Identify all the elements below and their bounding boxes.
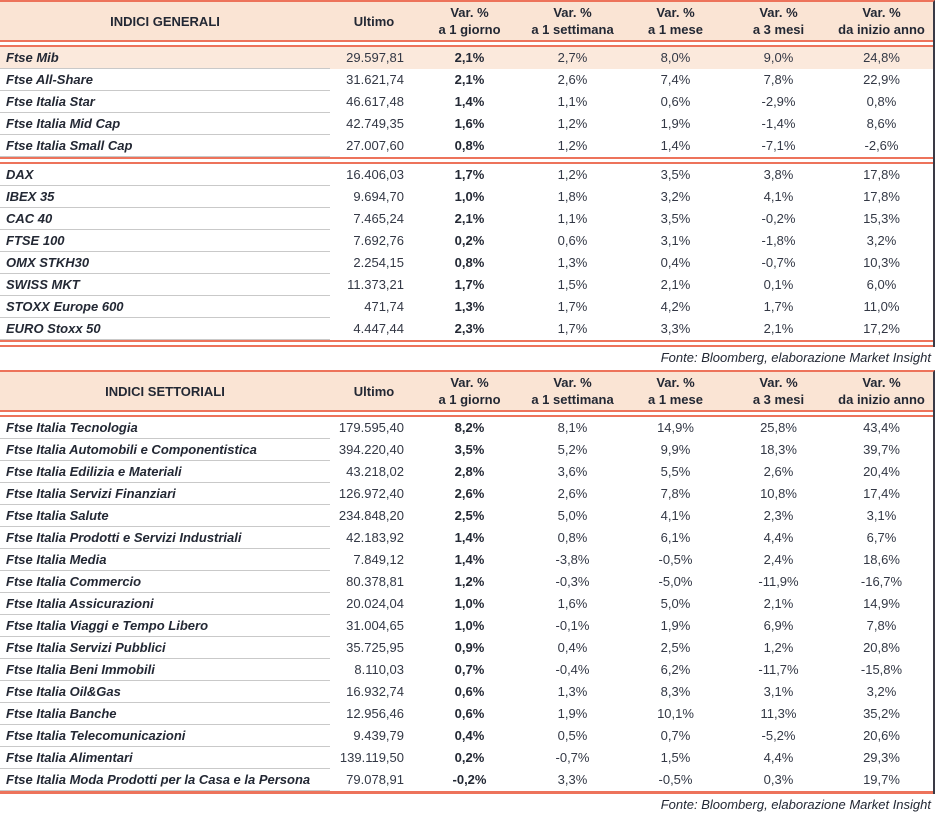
ultimo-value: 31.004,65 [346,618,404,633]
var-value: 0,5% [557,728,588,743]
index-name: Ftse Italia Oil&Gas [0,681,330,703]
var-value: 1,2% [454,574,485,589]
indici-generali-table-box [0,0,935,347]
var-value: 3,5% [660,211,691,226]
ultimo-value: 46.617,48 [346,94,404,109]
var-value: 3,2% [660,189,691,204]
var-value: -2,6% [864,138,899,153]
index-row [0,681,933,703]
var-value: 2,1% [763,321,794,336]
var-value: 22,9% [863,72,900,87]
index-row [0,164,933,186]
var-value: -0,2% [452,772,487,787]
ultimo-value: 7.692,76 [353,233,404,248]
var-value: 29,3% [863,750,900,765]
var-value: 6,9% [763,618,794,633]
ultimo-value: 31.621,74 [346,72,404,87]
var-value: 5,0% [557,508,588,523]
column-header-var-inizio-anno: Var. % da inizio anno [830,2,933,40]
var-value: -0,1% [555,618,590,633]
index-row [0,252,933,274]
var-value: 0,4% [454,728,485,743]
var-value: 1,3% [557,255,588,270]
var-value: 1,9% [660,618,691,633]
index-name: Ftse Italia Commercio [0,571,330,593]
var-value: 0,8% [866,94,897,109]
ultimo-value: 234.848,20 [338,508,404,523]
index-row [0,186,933,208]
var-value: -5,2% [761,728,796,743]
var-value: 7,8% [866,618,897,633]
index-name: Ftse Italia Beni Immobili [0,659,330,681]
var-value: 3,2% [866,233,897,248]
ultimo-value: 8.110,03 [354,662,404,677]
var-value: 24,8% [830,47,933,69]
var-value: 1,9% [557,706,588,721]
index-row [0,91,933,113]
table-title: INDICI SETTORIALI [0,372,330,410]
index-row [0,483,933,505]
column-header-var-3-mesi: Var. % a 3 mesi [727,372,830,410]
ultimo-value: 9.439,79 [353,728,404,743]
var-value: 10,3% [863,255,900,270]
var-value: 1,0% [454,618,485,633]
index-row [0,527,933,549]
var-value: 3,1% [866,508,897,523]
var-value: 1,0% [454,596,485,611]
var-value: 0,7% [454,662,485,677]
ultimo-value: 12.956,46 [346,706,404,721]
index-name: Ftse Italia Telecomunicazioni [0,725,330,747]
var-value: 1,3% [557,684,588,699]
ultimo-value: 79.078,91 [346,772,404,787]
var-value: 0,8% [454,255,485,270]
var-value: 2,1% [763,596,794,611]
index-name: Ftse Mib [0,47,330,69]
index-name: EURO Stoxx 50 [0,318,330,340]
double-rule-row [0,410,933,417]
var-value: 1,4% [454,530,485,545]
index-row [0,505,933,527]
ultimo-value: 126.972,40 [338,486,404,501]
var-value: 8,2% [454,420,485,436]
var-value: -5,0% [658,574,693,589]
var-value: 8,3% [660,684,691,699]
var-value: 20,4% [863,464,900,479]
var-value: 1,2% [557,138,588,153]
index-name: Ftse Italia Tecnologia [0,417,330,439]
var-value: 4,4% [763,750,794,765]
var-value: 4,1% [660,508,691,523]
var-value: 0,4% [660,255,691,270]
var-value: -11,7% [758,662,799,677]
var-value: -0,4% [555,662,590,677]
var-value: 1,7% [557,321,588,336]
var-value: 18,6% [863,552,900,567]
var-value: 3,1% [763,684,794,699]
indici-settoriali-header [0,372,933,410]
index-row [0,461,933,483]
index-row [0,549,933,571]
var-value: 20,8% [863,640,900,655]
var-value: 2,6% [557,72,588,87]
double-rule [0,410,933,417]
section-indici-generali [0,0,935,370]
column-header-ultimo: Ultimo [330,2,418,40]
var-value: 1,2% [557,116,588,131]
var-value: 2,5% [660,640,691,655]
indici-generali-header [0,2,933,40]
var-value: 0,6% [660,94,691,109]
var-value: 1,2% [763,640,794,655]
var-value: 0,4% [557,640,588,655]
var-value: 1,1% [557,94,588,109]
var-value: 3,5% [660,167,691,183]
var-value: 25,8% [760,420,797,436]
ultimo-value: 42.183,92 [346,530,404,545]
var-value: 3,2% [866,684,897,699]
ultimo-value: 20.024,04 [346,596,404,611]
var-value: 1,5% [660,750,691,765]
ultimo-value: 7.849,12 [353,552,404,567]
index-row [0,725,933,747]
ultimo-value: 9.694,70 [353,189,404,204]
index-name: Ftse Italia Salute [0,505,330,527]
source-note: Fonte: Bloomberg, elaborazione Market Insight [660,350,931,365]
column-header-var-3-mesi: Var. % a 3 mesi [727,2,830,40]
var-value: -1,8% [761,233,796,248]
var-value: 2,1% [454,72,485,87]
var-value: 5,2% [557,442,588,457]
var-value: -16,7% [860,574,903,589]
var-value: 17,2% [863,321,900,336]
index-name: STOXX Europe 600 [0,296,330,318]
var-value: 2,7% [521,47,624,69]
index-row [0,615,933,637]
double-rule-row [0,40,933,47]
ultimo-value: 43.218,02 [346,464,404,479]
var-value: 2,4% [763,552,794,567]
column-header-var-1-giorno: Var. % a 1 giorno [418,2,521,40]
index-name: Ftse Italia Small Cap [0,135,330,157]
var-value: 2,6% [454,486,485,501]
var-value: -15,8% [860,662,903,677]
var-value: 9,0% [727,47,830,69]
var-value: 14,9% [863,596,900,611]
var-value: 17,4% [863,486,900,501]
var-value: 5,5% [660,464,691,479]
indici-settoriali-rows [0,410,933,794]
section-indici-settoriali [0,370,935,817]
var-value: 11,0% [863,299,900,314]
index-name: Ftse Italia Mid Cap [0,113,330,135]
ultimo-value: 179.595,40 [338,420,404,436]
ultimo-value: 471,74 [364,299,404,314]
var-value: 2,1% [660,277,691,292]
var-value: 0,8% [557,530,588,545]
var-value: 43,4% [863,420,900,436]
var-value: 6,7% [866,530,897,545]
index-row [0,703,933,725]
var-value: 11,3% [760,706,797,721]
var-value: 15,3% [863,211,900,226]
ultimo-value: 7.465,24 [353,211,404,226]
var-value: 3,1% [660,233,691,248]
var-value: 0,1% [763,277,794,292]
var-value: 3,5% [454,442,485,457]
ultimo-value: 394.220,40 [338,442,404,457]
var-value: 2,8% [454,464,485,479]
index-name: Ftse Italia Star [0,91,330,113]
var-value: -7,1% [761,138,796,153]
var-value: 8,6% [866,116,897,131]
index-row [0,439,933,461]
ultimo-value: 35.725,95 [346,640,404,655]
ultimo-value: 16.932,74 [346,684,404,699]
index-name: Ftse Italia Prodotti e Servizi Industriali [0,527,330,549]
index-row [0,230,933,252]
indici-settoriali-table-box [0,370,935,794]
var-value: 1,3% [454,299,485,314]
var-value: 0,2% [454,750,485,765]
var-value: 0,8% [454,138,485,153]
var-value: 5,0% [660,596,691,611]
var-value: 2,3% [454,321,485,336]
var-value: 6,2% [660,662,691,677]
double-rule-row [0,157,933,165]
index-name: Ftse Italia Edilizia e Materiali [0,461,330,483]
var-value: -3,8% [555,552,590,567]
index-name: OMX STKH30 [0,252,330,274]
index-name: Ftse All-Share [0,69,330,91]
var-value: 0,3% [763,772,794,787]
var-value: 9,9% [660,442,691,457]
index-name: FTSE 100 [0,230,330,252]
index-row [0,296,933,318]
var-value: 1,1% [557,211,588,226]
ultimo-value: 139.119,50 [339,750,404,765]
var-value: 1,6% [454,116,485,131]
var-value: 0,6% [454,684,485,699]
var-value: 2,6% [763,464,794,479]
var-value: -0,7% [761,255,796,270]
var-value: 4,4% [763,530,794,545]
index-name: SWISS MKT [0,274,330,296]
var-value: 6,1% [660,530,691,545]
column-header-var-inizio-anno: Var. % da inizio anno [830,372,933,410]
column-header-var-1-settimana: Var. % a 1 settimana [521,2,624,40]
var-value: 2,5% [454,508,485,523]
ultimo-value: 42.749,35 [346,116,404,131]
var-value: 2,3% [763,508,794,523]
var-value: 8,0% [624,47,727,69]
column-header-var-1-settimana: Var. % a 1 settimana [521,372,624,410]
index-name: Ftse Italia Alimentari [0,747,330,769]
double-rule [0,157,933,164]
var-value: 10,8% [760,486,797,501]
index-row [0,113,933,135]
var-value: 10,1% [657,706,694,721]
index-row [0,747,933,769]
column-header-var-1-mese: Var. % a 1 mese [624,372,727,410]
index-name: Ftse Italia Automobili e Componentistica [0,439,330,461]
var-value: -0,7% [555,750,590,765]
ultimo-value: 16.406,03 [346,167,404,183]
index-row [0,69,933,91]
index-row [0,417,933,439]
var-value: 1,7% [557,299,588,314]
var-value: -0,3% [555,574,590,589]
index-row [0,659,933,681]
ultimo-value: 29.597,81 [330,47,418,69]
index-name: Ftse Italia Banche [0,703,330,725]
ultimo-value: 80.378,81 [346,574,404,589]
ultimo-value: 11.373,21 [347,277,404,292]
column-header-var-1-mese: Var. % a 1 mese [624,2,727,40]
var-value: -0,5% [658,772,693,787]
source-note: Fonte: Bloomberg, elaborazione Market Insight [660,797,931,812]
double-rule [0,40,933,47]
var-value: 7,8% [763,72,794,87]
index-row [0,135,933,157]
index-row [0,318,933,340]
var-value: 0,2% [454,233,485,248]
var-value: 18,3% [760,442,797,457]
var-value: 7,8% [660,486,691,501]
var-value: 39,7% [863,442,900,457]
var-value: 2,1% [418,47,521,69]
double-rule [0,340,933,347]
var-value: 1,4% [660,138,691,153]
index-name: Ftse Italia Media [0,549,330,571]
index-row [0,769,933,791]
var-value: 2,1% [454,211,485,226]
var-value: 1,4% [454,552,485,567]
index-row [0,47,933,69]
var-value: 3,3% [660,321,691,336]
var-value: 4,2% [660,299,691,314]
index-name: Ftse Italia Viaggi e Tempo Libero [0,615,330,637]
var-value: 1,9% [660,116,691,131]
ultimo-value: 2.254,15 [353,255,404,270]
var-value: 14,9% [657,420,694,436]
var-value: 0,9% [454,640,485,655]
index-name: IBEX 35 [0,186,330,208]
indici-settoriali-table [0,372,933,794]
var-value: -0,2% [761,211,796,226]
var-value: -11,9% [758,574,799,589]
var-value: 3,8% [763,167,794,183]
index-name: DAX [0,164,330,186]
var-value: 20,6% [863,728,900,743]
var-value: 7,4% [660,72,691,87]
ultimo-value: 27.007,60 [346,138,404,153]
index-row [0,208,933,230]
var-value: 3,3% [557,772,588,787]
var-value: 1,8% [557,189,588,204]
index-name: Ftse Italia Servizi Pubblici [0,637,330,659]
index-row [0,274,933,296]
table-title: INDICI GENERALI [0,2,330,40]
var-value: 1,0% [454,189,485,204]
double-rule-row [0,340,933,348]
index-row [0,571,933,593]
column-header-var-1-giorno: Var. % a 1 giorno [418,372,521,410]
index-name: Ftse Italia Servizi Finanziari [0,483,330,505]
var-value: 1,7% [763,299,794,314]
var-value: 4,1% [763,189,794,204]
var-value: 1,7% [454,277,485,292]
var-value: 17,8% [863,167,900,183]
var-value: 8,1% [557,420,588,436]
indici-generali-table [0,2,933,347]
var-value: 1,4% [454,94,485,109]
index-row [0,593,933,615]
var-value: 1,5% [557,277,588,292]
var-value: 3,6% [557,464,588,479]
index-name: Ftse Italia Assicurazioni [0,593,330,615]
column-header-ultimo: Ultimo [330,372,418,410]
var-value: -2,9% [761,94,796,109]
var-value: 17,8% [863,189,900,204]
var-value: 1,7% [454,167,485,183]
index-name: Ftse Italia Moda Prodotti per la Casa e la Persona [0,769,330,791]
index-name: CAC 40 [0,208,330,230]
var-value: 6,0% [866,277,897,292]
var-value: -1,4% [761,116,796,131]
var-value: 0,6% [557,233,588,248]
var-value: 1,2% [557,167,588,183]
index-row [0,637,933,659]
var-value: 0,7% [660,728,691,743]
var-value: -0,5% [658,552,693,567]
var-value: 1,6% [557,596,588,611]
indici-generali-rows [0,40,933,347]
var-value: 0,6% [454,706,485,721]
var-value: 35,2% [863,706,900,721]
var-value: 2,6% [557,486,588,501]
ultimo-value: 4.447,44 [353,321,404,336]
var-value: 19,7% [863,772,900,787]
